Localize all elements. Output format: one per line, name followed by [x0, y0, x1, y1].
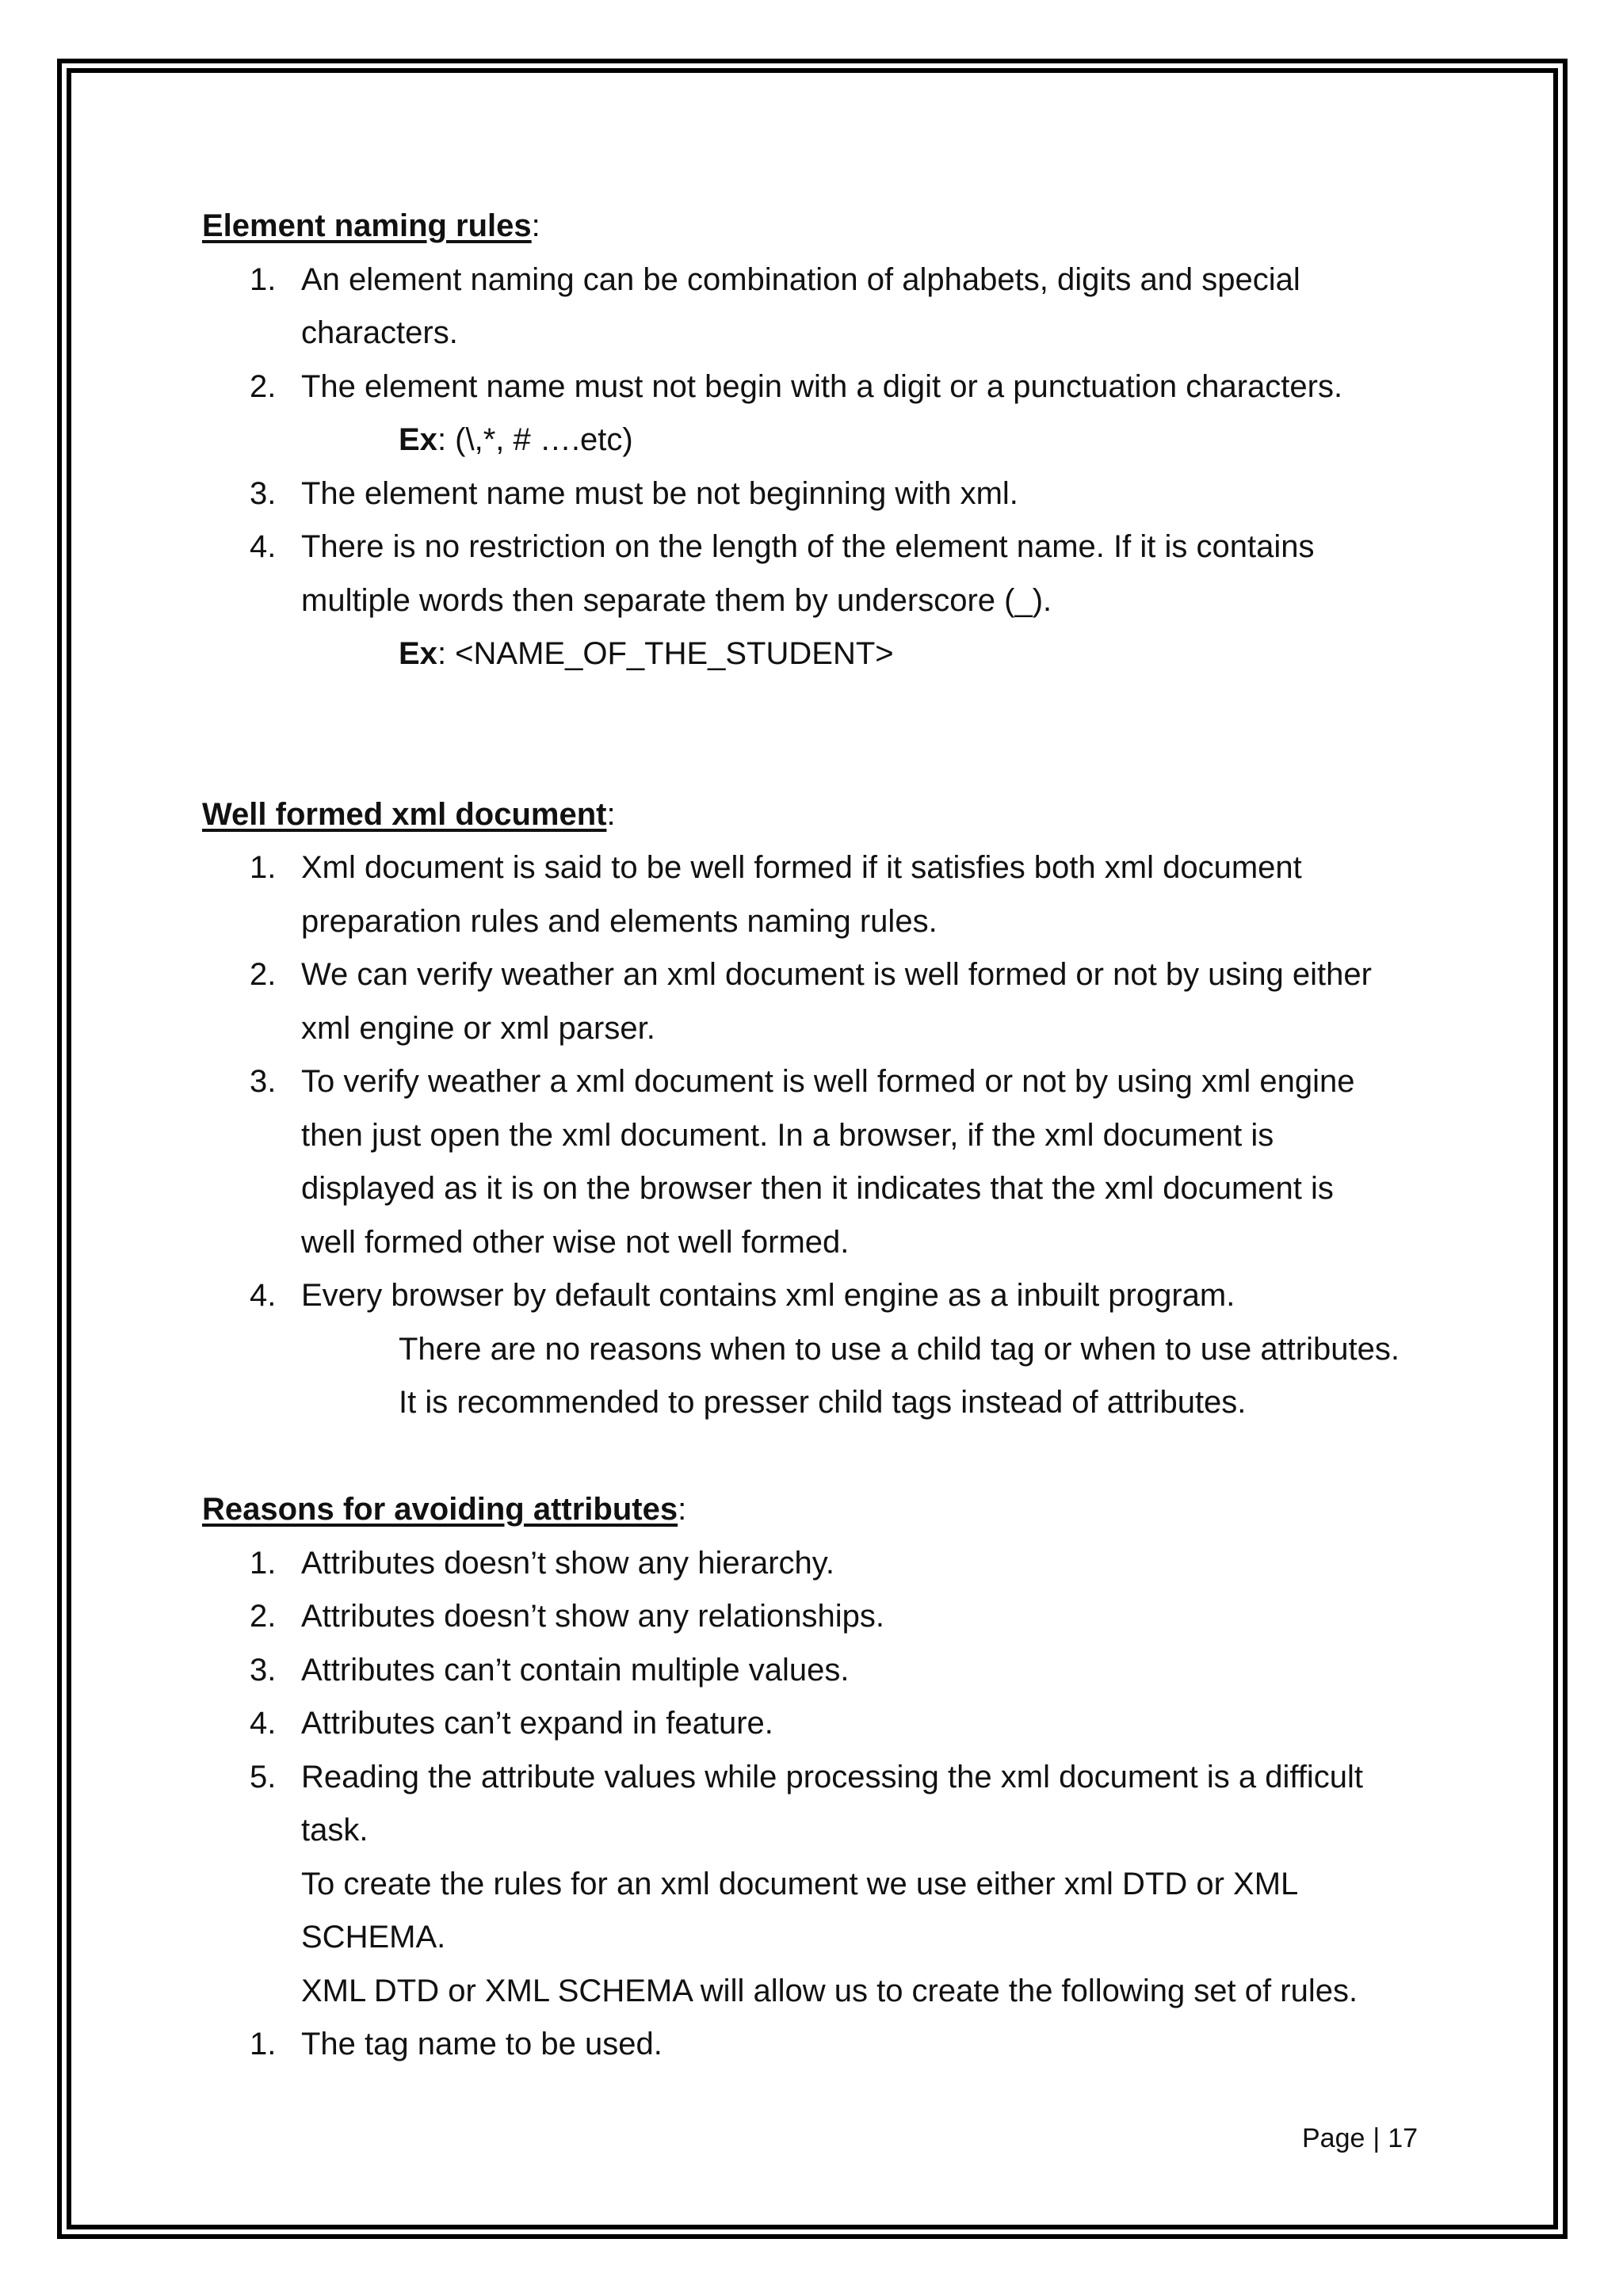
list-item: 2. The element name must not begin with a digit or a punctuation characters.	[250, 368, 1343, 404]
paragraph-line: SCHEMA.	[301, 1920, 446, 1955]
list-item: 2. Attributes doesn’t show any relationships.	[250, 1599, 884, 1634]
list-item-continuation: characters.	[301, 315, 458, 350]
section-heading-element-naming: Element naming rules:	[202, 208, 540, 243]
note-line: It is recommended to presser child tags instead of attributes.	[399, 1385, 1247, 1420]
list-item: 1. Xml document is said to be well formed if it satisfies both xml document	[250, 850, 1302, 885]
list-item: 4. There is no restriction on the length of the element name. If it is contains	[250, 529, 1315, 564]
page-number: Page | 17	[1302, 2123, 1419, 2153]
list-item: 4. Every browser by default contains xml engine as a inbuilt program.	[250, 1278, 1235, 1313]
list-item: 2. We can verify weather an xml document is well formed or not by using either	[250, 957, 1372, 992]
paragraph-line: XML DTD or XML SCHEMA will allow us to create the following set of rules.	[301, 1973, 1358, 2008]
section-heading-well-formed: Well formed xml document:	[202, 796, 616, 832]
list-item: 1. Attributes doesn’t show any hierarchy.	[250, 1545, 834, 1581]
list-item-continuation: xml engine or xml parser.	[301, 1010, 655, 1046]
list-item-continuation: then just open the xml document. In a browser, if the xml document is	[301, 1117, 1274, 1153]
list-item: 3. To verify weather a xml document is well formed or not by using xml engine	[250, 1064, 1355, 1099]
list-item: 3. Attributes can’t contain multiple values.	[250, 1652, 850, 1688]
list-item-continuation: well formed other wise not well formed.	[301, 1224, 850, 1260]
section-heading-avoiding-attributes: Reasons for avoiding attributes:	[202, 1492, 687, 1527]
list-item-continuation: task.	[301, 1813, 369, 1848]
list-item: 4. Attributes can’t expand in feature.	[250, 1706, 773, 1741]
list-item-continuation: preparation rules and elements naming rules.	[301, 903, 938, 939]
list-item: 5. Reading the attribute values while processing the xml document is a difficult	[250, 1759, 1363, 1794]
note-line: There are no reasons when to use a child tag or when to use attributes.	[399, 1331, 1400, 1367]
list-item-continuation: displayed as it is on the browser then it indicates that the xml document is	[301, 1171, 1334, 1206]
example-line: Ex: <NAME_OF_THE_STUDENT>	[399, 636, 894, 671]
example-line: Ex: (\,*, # ….etc)	[399, 422, 633, 457]
paragraph-line: To create the rules for an xml document we use either xml DTD or XML	[301, 1866, 1299, 1901]
list-item: 1. An element naming can be combination of alphabets, digits and special	[250, 261, 1300, 297]
list-item: 1. The tag name to be used.	[250, 2027, 663, 2061]
list-item-continuation: multiple words then separate them by underscore (_).	[301, 582, 1052, 618]
list-item: 3. The element name must be not beginning with xml.	[250, 475, 1018, 511]
page-content	[202, 200, 1533, 2072]
